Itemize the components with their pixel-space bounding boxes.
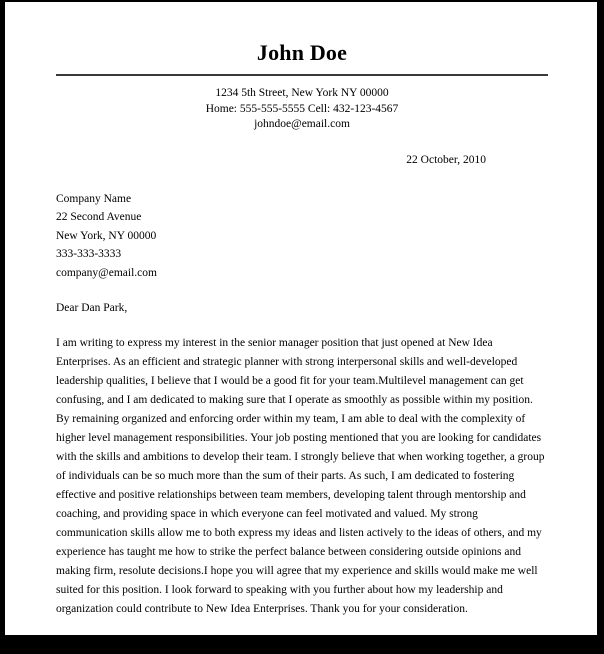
letter-body-paragraph: I am writing to express my interest in the senior manager position that just opened at New Idea Enterprises. As an efficient and strategic planner with strong interpersonal skills and well-developed leadership qualities, I believe that I would be a good fit for your team.Multilevel management can get confusing, and I am dedicated to making sure that I operate as smoothly as possible within my position. By remaining organized and enforcing order within my team, I am able to deal with the complexity of higher level management responsibilities. Your job posting mentioned that you are looking for candidates with the skills and ambitions to develop their team. I strongly believe that when working together, a group of individuals can be so much more than the sum of their parts. As such, I am dedicated to fostering effective and positive relationships between team members, developing talent through mentorship and coaching, and providing space in which everyone can feel motivated and valued. My strong communication skills allow me to both express my ideas and listen actively to the ideas of others, and my experience has taught me how to strike the perfect balance between considering outside opinions and making firm, resolute decisions.I hope you will agree that my experience and skills would make me well suited for this position. I look forward to speaking with you further about how my leadership and organization could contribute to New Idea Enterprises. Thank you for your consideration.	[56, 334, 548, 619]
salutation: Dear Dan Park,	[56, 299, 548, 318]
contact-email: johndoe@email.com	[56, 117, 548, 133]
contact-address: 1234 5th Street, New York NY 00000	[56, 86, 548, 102]
recipient-email: company@email.com	[56, 264, 548, 283]
contact-phones: Home: 555-555-5555 Cell: 432-123-4567	[56, 102, 548, 118]
recipient-address-block	[56, 190, 548, 283]
recipient-phone: 333-333-3333	[56, 245, 548, 264]
letter-content	[56, 2, 548, 654]
header-divider	[56, 74, 548, 76]
recipient-company-name: Company Name	[56, 190, 548, 209]
signature-name: John Doe	[56, 636, 548, 654]
recipient-city-state-zip: New York, NY 00000	[56, 227, 548, 246]
page-title: John Doe	[56, 2, 548, 66]
letter-date: 22 October, 2010	[56, 153, 548, 168]
contact-block	[56, 86, 548, 133]
letter-sheet	[5, 2, 597, 635]
recipient-street: 22 Second Avenue	[56, 208, 548, 227]
